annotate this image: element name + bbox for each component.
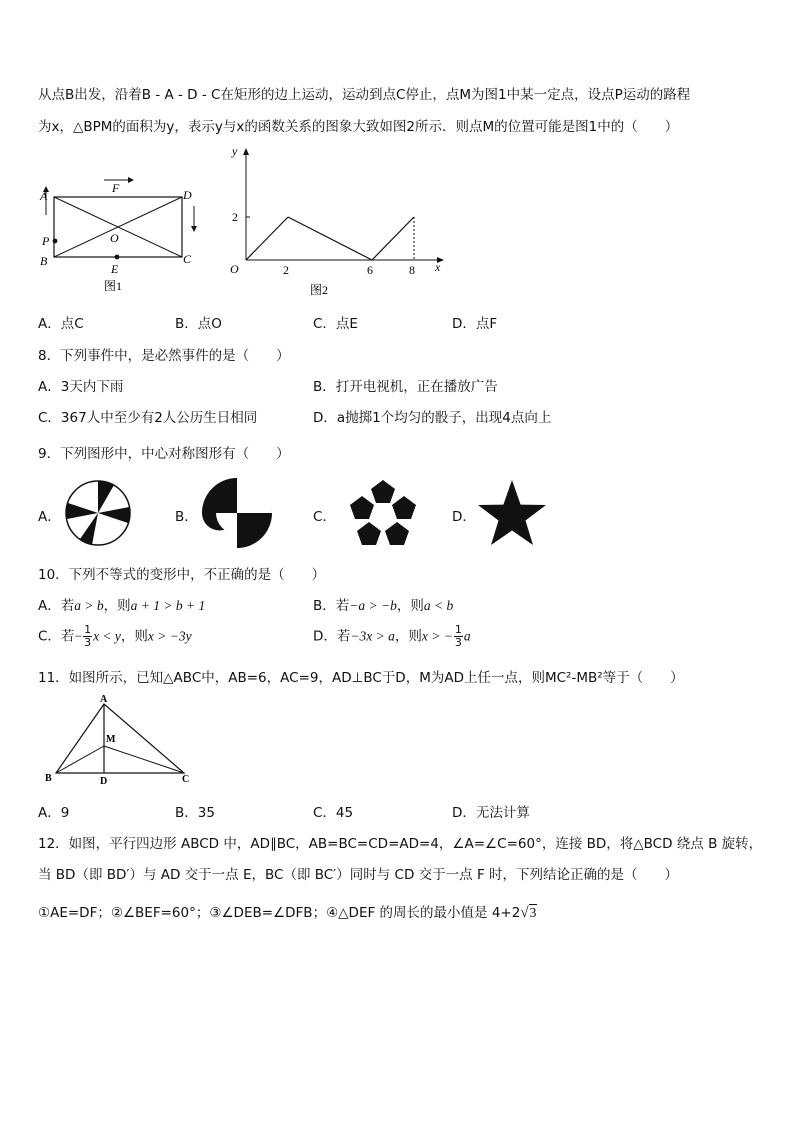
x-axis-label: x: [435, 260, 441, 274]
math: a < b: [423, 598, 454, 613]
label-d: D: [100, 776, 108, 787]
label-d: D: [183, 188, 192, 202]
y-axis-label: y: [232, 144, 238, 158]
q12-line1: 12．如图，平行四边形 ABCD 中，AD∥BC，AB=BC=CD=AD=4，∠A=∠C=60°，连接 BD，将△BCD 绕点 B 旋转，: [38, 836, 763, 852]
q7-line2: 为x，△BPM的面积为y，表示y与x的函数关系的图象大致如图2所示．则点M的位置可能是图1中的（ ）: [38, 119, 679, 135]
label-c: C: [183, 252, 192, 266]
math: x < y: [93, 628, 121, 644]
q8-option-a[interactable]: A．3天内下雨: [38, 379, 124, 395]
sqrt-radicand: 3: [529, 905, 537, 920]
origin-label: O: [230, 262, 239, 276]
figure1-caption: 图1: [104, 279, 123, 293]
q12-line3: ①AE=DF；②∠BEF=60°；③∠DEB=∠DFB；④△DEF 的周长的最小值是 4+2√3: [38, 905, 537, 921]
label-m: M: [106, 734, 116, 745]
fraction: $\frac{1}{3}$: [84, 623, 92, 649]
q7-option-d[interactable]: D．点F: [452, 316, 498, 332]
q8-option-b[interactable]: B．打开电视机，正在播放广告: [313, 379, 498, 395]
label-c: C: [182, 774, 190, 785]
q11-option-b[interactable]: B．35: [175, 805, 215, 821]
label-b: B: [40, 254, 48, 268]
label-e: E: [111, 262, 119, 276]
graph-segment-2: [288, 217, 372, 260]
q11-option-c[interactable]: C．45: [313, 805, 354, 821]
q11-option-a[interactable]: A．9: [38, 805, 70, 821]
fraction: $\frac{1}{3}$: [454, 623, 462, 649]
q9-option-c[interactable]: C．: [313, 509, 336, 525]
q11-option-d[interactable]: D．无法计算: [452, 805, 530, 821]
q11-stem: 11．如图所示，已知△ABC中，AB=6，AC=9，AD⊥BC于D，M为AD上任一点，则MC²-MB²等于（ ）: [38, 670, 684, 686]
graph-segment-3: [372, 217, 414, 260]
q7-figure2: [222, 140, 452, 300]
q10-option-c[interactable]: C．若− $\frac{1}{3}$ x < y，则x > −3y: [38, 623, 192, 649]
label-f: F: [112, 181, 120, 195]
q10-option-d[interactable]: D．若−3x > a，则x > − $\frac{1}{3}$ a: [313, 623, 471, 649]
y-axis-arrow: [243, 148, 249, 155]
q7-option-c[interactable]: C．点E: [313, 316, 358, 332]
label-a: A: [100, 694, 108, 705]
sqrt-sign: √: [520, 905, 529, 921]
q8-option-c[interactable]: C．367人中至少有2人公历生日相同: [38, 410, 258, 426]
q10-option-a[interactable]: A．若a > b，则a + 1 > b + 1: [38, 598, 206, 614]
q9-figure-a-circle: [62, 477, 134, 549]
q9-option-d[interactable]: D．: [452, 509, 476, 525]
fig2-plot: [246, 217, 414, 260]
label-p: P: [42, 234, 50, 248]
q8-option-d[interactable]: D．a抛掷1个均匀的骰子，出现4点向上: [313, 410, 552, 426]
math: a: [463, 628, 471, 644]
math: a + 1 > b + 1: [130, 598, 206, 613]
point-e: [115, 255, 120, 260]
point-p: [53, 239, 58, 244]
x-tick-2: 2: [283, 263, 289, 277]
label-b: B: [45, 773, 52, 784]
x-tick-6: 6: [367, 263, 373, 277]
y-tick-2: 2: [232, 210, 238, 224]
q9-figure-d-star: [476, 478, 548, 548]
graph-segment-1: [246, 217, 288, 260]
label-a: A: [40, 189, 48, 203]
q9-figure-c-pentagons: [346, 476, 420, 550]
q9-option-a[interactable]: A．: [38, 509, 61, 525]
figure2-caption: 图2: [310, 283, 329, 297]
q10-option-b[interactable]: B．若−a > −b，则a < b: [313, 598, 454, 614]
q12-line2: 当 BD（即 BD′）与 AD 交于一点 E，BC（即 BC′）同时与 CD 交于一点 F 时，下列结论正确的是（ ）: [38, 867, 679, 883]
math: a > b: [74, 598, 104, 613]
segment-bm: [56, 746, 104, 773]
math: −3x > a: [350, 628, 395, 644]
q7-line1: 从点B出发，沿着B - A - D - C在矩形的边上运动，运动到点C停止，点M为图1中某一定点，设点P运动的路程: [38, 87, 691, 103]
label-o: O: [110, 231, 119, 245]
q8-stem: 8．下列事件中，是必然事件的是（ ）: [38, 348, 290, 364]
q7-option-b[interactable]: B．点O: [175, 316, 222, 332]
math: x > −3y: [147, 628, 192, 644]
q9-option-b[interactable]: B．: [175, 509, 198, 525]
q11-triangle-figure: [40, 692, 200, 792]
q9-figure-b-pinwheel: [198, 474, 276, 552]
math: x > −: [421, 628, 453, 644]
x-tick-8: 8: [409, 263, 415, 277]
q9-stem: 9．下列图形中，中心对称图形有（ ）: [38, 446, 290, 462]
q7-option-a[interactable]: A．点C: [38, 316, 84, 332]
math: −a > −b: [349, 598, 397, 613]
q7-figure1: [30, 170, 210, 295]
segment-mc: [104, 746, 184, 773]
q10-stem: 10．下列不等式的变形中，不正确的是（ ）: [38, 567, 326, 583]
